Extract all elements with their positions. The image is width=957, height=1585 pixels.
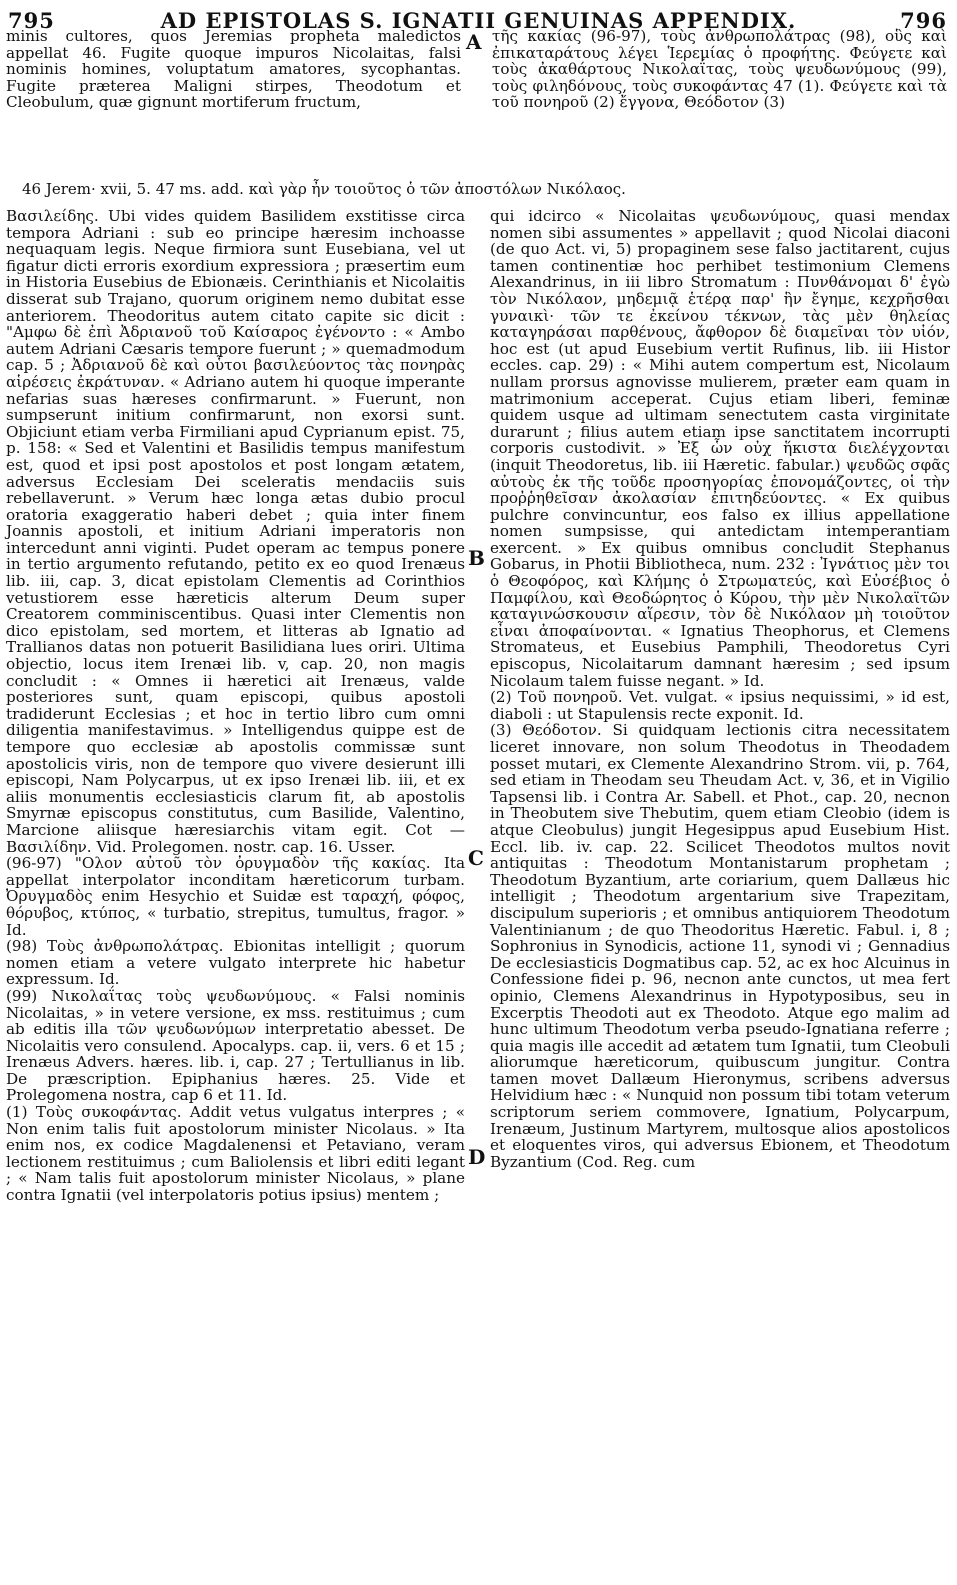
right-paragraph: (2) Τοῦ πονηροῦ. Vet. vulgat. « ipsius nequissimi, » id est, diaboli : ut Stapulensis recte exponit. Id.: [490, 688, 950, 723]
margin-marker-c: C: [468, 846, 484, 870]
left-paragraph: Βασιλείδης. Ubi vides quidem Basilidem exstitisse circa tempora Adriani : sub eo principe hæresim inchoasse nequaquam legis. Neque firmiora sunt Eusebiana, vel ut figatur dicti erroris exordium expressiora ; præsertim eum in Historia Eusebius de Ebionæis. Cerinthianis et Nicolaitis disserat sub Trajano, quorum originem nemo dubitat esse anteriorem. Theodoritus autem citato capite sic dicit : "Αμφω δὲ ἐπὶ Ἀδριανοῦ τοῦ Καίσαρος ἐγένοντο : « Ambo autem Adriani Cæsaris tempore fuerunt ; » quemadmodum cap. 5 ; Ἀδριανοῦ δὲ καὶ οὗτοι βασιλεύοντος τὰς πονηρὰς αἱρέσεις ἐκράτυναν. « Adriano autem hi quoque imperante nefarias suas hæreses confirmarunt. » Fuerunt, non sumpserunt initium confirmarunt, non exorsi sunt. Objiciunt etiam verba Firmiliani apud Cyprianum epist. 75, p. 158: « Sed et Valentini et Basilidis tempus manifestum est, quod et ipsi post apostolos et post longam ætatem, adversus Ecclesiam Dei sceleratis mendaciis suis rebellaverunt. » Verum hæc longa ætas dubio procul oratoria exaggeratio haberi debet ; quia inter finem Joannis apostoli, et initium Adriani imperatoris non intercedunt anni viginti. Pudet operam ac tempus ponere in tertio argumento refutando, petito ex eo quod Irenæus lib. iii, cap. 3, dicat epistolam Clementis ad Corinthios vetustiorem esse hæreticis alterum Deum super Creatorem comminiscentibus. Quasi inter Clementis non dico epistolam, sed mortem, et litteras ab Ignatio ad Trallianos datas non potuerit Basilidiana lues oriri. Ultima objectio, locus item Irenæi lib. v, cap. 20, non magis concludit : « Omnes ii hæretici ait Irenæus, valde posteriores sunt, quam episcopi, quibus apostoli tradiderunt Ecclesias ; et hoc in tertio libro cum omni diligentia manifestavimus. » Intelligendus quippe est de tempore quo ecclesiæ ab apostolis commissæ sunt apostolicis viris, non de tempore quo vivere desierunt illi episcopi, Nam Polycarpus, ut ex ipso Irenæi lib. iii, et ex aliis monumentis ecclesiasticis clarum fit, ab apostolis Smyrnæ episcopus constitutus, cum Basilide, Valentino, Marcione aliisque hæresiarchis vitam egit. Cot — Βασιλίδην. Vid. Prolegomen. nostr. cap. 16. Usser.: [6, 207, 465, 856]
left-paragraph: (1) Τοὺς συκοφάντας. Addit vetus vulgatus interpres ; « Non enim talis fuit apostolorum minister Nicolaus. » Ita enim nos, ex codice Magdalenensi et Petaviano, veram lectionem restituimus ; cum Baliolensis et libri editi legant ; « Nam talis fuit apostolorum minister Nicolaus, » plane contra Ignatii (vel interpolatoris potius ipsius) mentem ;: [6, 1103, 465, 1205]
left-paragraph: (96-97) "Ολον αὐτοῦ τὸν ὀρυγμαδὸν τῆς κακίας. Ita appellat interpolator inconditam hæreticorum turbam. Ὀρυγμαδὸς enim Hesychio et Suidæ est ταραχή, φόφος, θόρυβος, κτύπος, « turbatio, strepitus, tumultus, fragor. » Id.: [6, 854, 465, 939]
upper-right-paragraph: τῆς κακίας (96-97), τοὺς ἀνθρωπολάτρας (98), οὓς καὶ ἐπικαταράτους λέγει Ἱερεμίας ὁ προφήτης. Φεύγετε καὶ τοὺς ἀκαθάρτους Νικολαΐτας, τοὺς ψευδωνύμους (99), τοὺς φιληδόνους, τοὺς συκοφάντας 47 (1). Φεύγετε καὶ τὰ τοῦ πονηροῦ (2) ἔγγονα, Θεόδοτον (3): [492, 27, 947, 112]
left-paragraph: (98) Τοὺς ἀνθρωπολάτρας. Ebionitas intelligit ; quorum nomen etiam a vetere vulgato interprete hic habetur expressum. Id.: [6, 937, 465, 989]
page-number-left: 795: [8, 8, 55, 33]
upper-right-text: [492, 28, 947, 111]
right-paragraph: qui idcirco « Nicolaitas ψευδωνύμους, quasi mendax nomen sibi assumentes » appellavit ; quod Nicolai diaconi (de quo Act. vi, 5) propaginem sese falso jactitarent, cujus tamen continentiæ hoc perhibet testimonium Clemens Alexandrinus, in iii libro Stromatum : Πυνθάνομαι δ' ἐγὼ τὸν Νικόλαον, μηδεμιᾷ ἑτέρᾳ παρ' ἣν ἔγημε, κεχρῆσθαι γυναικὶ· τῶν τε ἐκείνου τέκνων, τὰς μὲν θηλείας καταγηράσαι παρθένους, ἄφθορον δὲ διαμεῖναι τὸν υἱόν, hoc est (ut apud Eusebium vertit Rufinus, lib. iii Histor eccles. cap. 29) : « Mihi autem compertum est, Nicolaum nullam prorsus agnovisse mulierem, præter eam quam in matrimonium acceperat. Cujus etiam liberi, feminæ quidem usque ad ultimam senectutem casta virginitate durarunt ; filius autem etiam ipse sanctitatem incorrupti corporis custodivit. » Ἐξ ὧν οὐχ ἥκιστα διελέγχονται (inquit Theodoretus, lib. iii Hæretic. fabular.) ψευδῶς σφᾶς αὐτοὺς ἐκ τῆς τοῦδε προσηγορίας ἐπονομάζοντες, οἱ τὴν προῤῥηθεῖσαν ἀκολασίαν ἐπιτηδεύοντες. « Ex quibus pulchre convincuntur, eos falso ex illius appellatione nomen sumpsisse, qui antedictam intemperantiam exercent. » Ex quibus omnibus concludit Stephanus Gobarus, in Photii Bibliotheca, num. 232 : Ἰγνάτιος μὲν τοι ὁ Θεοφόρος, καὶ Κλήμης ὁ Στρωματεύς, καὶ Εὐσέβιος ὁ Παμφίλου, καὶ Θεοδώρητος ὁ Κύρου, τὴν μὲν Νικολαϊτῶν καταγινώσκουσιν αἵρεσιν, τὸν δὲ Νικόλαον μὴ τοιοῦτον εἶναι ἀποφαίνονται. « Ignatius Theophorus, et Clemens Stromateus, et Eusebius Pamphili, Theodoretus Cyri episcopus, Nicolaitarum damnant hæresim ; sed ipsum Nicolaum talem fuisse negant. » Id.: [490, 207, 950, 690]
page-number-right: 796: [900, 8, 947, 33]
margin-marker-b: B: [468, 546, 485, 570]
upper-left-text: [6, 28, 461, 111]
upper-left-paragraph: minis cultores, quos Jeremias propheta maledictos appellat 46. Fugite quoque impuros Nicolaitas, falsi nominis homines, voluptatum amatores, sycophantas. Fugite præterea Maligni stirpes, Theodotum et Cleobulum, quæ gignunt mortiferum fructum,: [6, 27, 461, 112]
margin-marker-d: D: [468, 1145, 486, 1169]
footnote-line: 46 Jerem· xvii, 5. 47 ms. add. καὶ γὰρ ἦν τοιοῦτος ὁ τῶν ἀποστόλων Νικόλαος.: [22, 180, 626, 198]
right-column: [490, 208, 950, 1170]
margin-marker-a: A: [466, 30, 482, 54]
left-column: [6, 208, 465, 1204]
right-paragraph: (3) Θεόδοτον. Si quidquam lectionis citra necessitatem liceret innovare, non solum Theodotus in Theodadem posset mutari, ex Clemente Alexandrino Strom. vii, p. 764, sed etiam in Theodam seu Theudam Act. v, 36, et in Vigilio Tapsensi lib. i Contra Ar. Sabell. et Phot., cap. 20, necnon in Theobutem sive Thebutim, quem etiam Cleobio (idem is atque Cleobulus) jungit Hegesippus apud Eusebium Hist. Eccl. lib. iv. cap. 22. Scilicet Theodotos multos novit antiquitas : Theodotum Montanistarum prophetam ; Theodotum Byzantium, arte coriarium, quem Dallæus hic intelligit ; Theodotum argentarium sive Trapezitam, discipulum superioris ; et omnibus antiquiorem Theodotum Valentinianum ; de quo Theodoritus Hæretic. Fabul. i, 8 ; Sophronius in Synodicis, actione 11, synodi vi ; Gennadius De ecclesiasticis Dogmatibus cap. 52, ac ex hoc Alcuinus in Confessione fidei p. 96, necnon ante cunctos, ut mea fert opinio, Clemens Alexandrinus in Hypotyposibus, seu in Excerptis Theodoti aut ex Theodoto. Atque ego malim ad hunc ultimum Theodotum verba pseudo-Ignatiana referre ; quia magis ille accedit ad ætatem tum Ignatii, tum Cleobuli aliorumque hæreticorum, quibuscum jungitur. Contra tamen movet Dallæum Hieronymus, scribens adversus Helvidium hæc : « Nunquid non possum tibi totam veterum scriptorum seriem commovere, Ignatium, Polycarpum, Irenæum, Justinum Martyrem, multosque alios apostolicos et eloquentes viros, qui adversus Ebionem, et Theodotum Byzantium (Cod. Reg. cum: [490, 721, 950, 1171]
left-paragraph: (99) Νικολαΐτας τοὺς ψευδωνύμους. « Falsi nominis Nicolaitas, » in vetere versione, ex mss. restituimus ; cum ab editis illa τῶν ψευδωνύμων interpretatio abesset. De Nicolaitis vero consulend. Apocalyps. cap. ii, vers. 6 et 15 ; Irenæus Advers. hæres. lib. i, cap. 27 ; Tertullianus in lib. De præscription. Epiphanius hæres. 25. Vide et Prolegomena nostra, cap 6 et 11. Id.: [6, 986, 465, 1105]
running-title: AD EPISTOLAS S. IGNATII GENUINAS APPENDIX.: [160, 8, 797, 33]
